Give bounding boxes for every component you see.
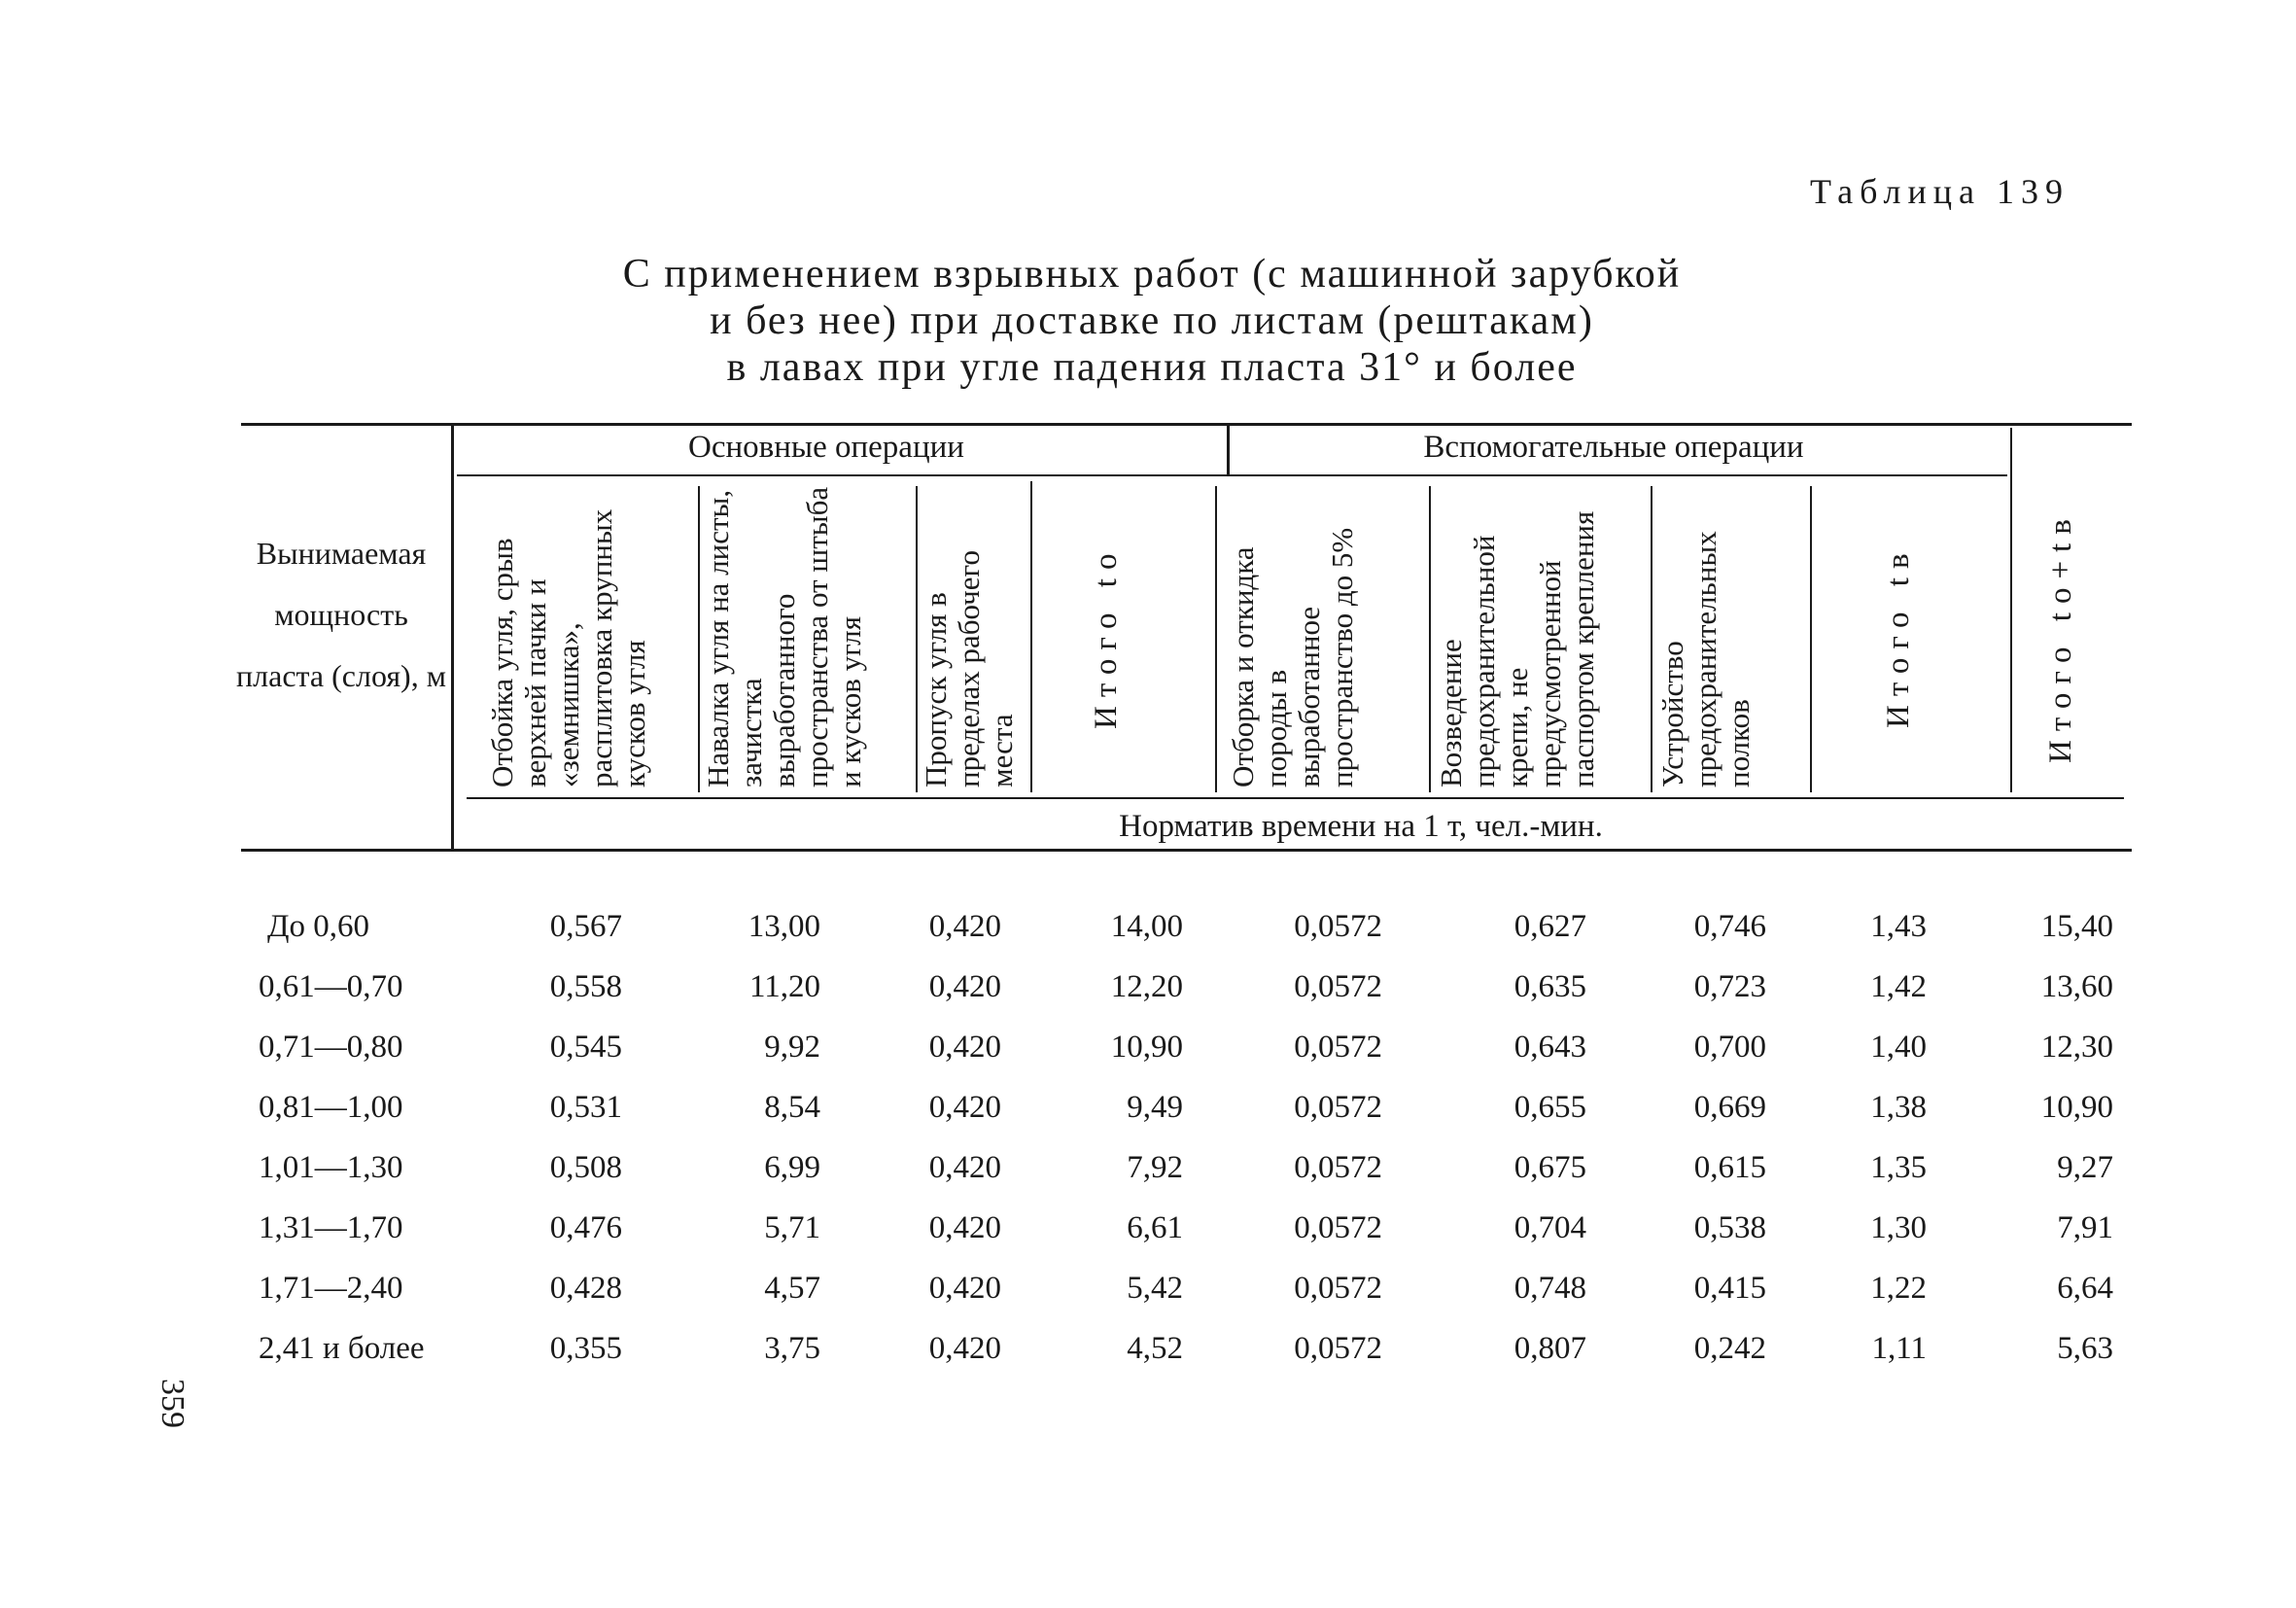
cell-ustroistvo: 0,538 [1693, 1210, 1766, 1245]
cell-propusk: 0,420 [928, 1150, 1001, 1185]
col-divider-8 [2010, 428, 2012, 792]
cell-propusk: 0,420 [928, 909, 1001, 944]
cell-vozvedenie: 0,675 [1513, 1150, 1586, 1185]
table-row [0, 1030, 2296, 1090]
title-line-1: С применением взрывных работ (с машинной зарубкой [622, 252, 1682, 297]
cell-otboika: 0,545 [549, 1030, 622, 1065]
norm-label: Норматив времени на 1 т, чел.-мин. [1119, 809, 1603, 844]
cell-vozvedenie: 0,704 [1513, 1210, 1586, 1245]
col-divider-1 [698, 486, 700, 792]
cell-navalka: 6,99 [764, 1150, 820, 1185]
cell-itogo-tv: 1,42 [1870, 969, 1927, 1004]
cell-ustroistvo: 0,415 [1693, 1271, 1766, 1306]
col-header-otboika: Отбойка угля, срыв верхней пачки и «земнишка», расплитовка крупных кусков угля [485, 508, 651, 787]
cell-otboika: 0,558 [549, 969, 622, 1004]
cell-ustroistvo: 0,700 [1693, 1030, 1766, 1065]
title-line-3: в лавах при угле падения пласта 31° и более [726, 345, 1578, 390]
cell-itogo-to: 12,20 [1110, 969, 1183, 1004]
col-header-ustroistvo: Устройство предохранительных полков [1655, 531, 1756, 787]
cell-otboika: 0,531 [549, 1090, 622, 1125]
cell-vozvedenie: 0,635 [1513, 969, 1586, 1004]
col-header-itogo-to: Итого tо [1089, 544, 1124, 729]
header-rule [467, 797, 2124, 799]
cell-propusk: 0,420 [928, 1030, 1001, 1065]
cell-vozvedenie: 0,748 [1513, 1271, 1586, 1306]
title-line-2: и без нее) при доставке по листам (рештакам) [710, 298, 1594, 343]
cell-itogo-to: 4,52 [1127, 1331, 1183, 1366]
row-range: 0,61—0,70 [259, 969, 403, 1004]
cell-itogo-total: 5,63 [2057, 1331, 2113, 1366]
col-header-navalka: Навалка угля на листы, зачистка выработанного пространства от штыба и кусков угля [701, 486, 867, 787]
cell-propusk: 0,420 [928, 1090, 1001, 1125]
cell-ustroistvo: 0,723 [1693, 969, 1766, 1004]
cell-otborka: 0,0572 [1294, 969, 1382, 1004]
group-main-operations: Основные операции [688, 430, 964, 465]
cell-otborka: 0,0572 [1294, 1150, 1382, 1185]
row-range: 1,01—1,30 [259, 1150, 403, 1185]
cell-vozvedenie: 0,807 [1513, 1331, 1586, 1366]
cell-itogo-to: 6,61 [1127, 1210, 1183, 1245]
table-label: Таблица 139 [1810, 172, 2070, 211]
cell-ustroistvo: 0,669 [1693, 1090, 1766, 1125]
cell-itogo-to: 5,42 [1127, 1271, 1183, 1306]
row-range: 2,41 и более [259, 1331, 425, 1366]
col-divider-4 [1215, 486, 1217, 792]
table-row [0, 1090, 2296, 1150]
cell-ustroistvo: 0,615 [1693, 1150, 1766, 1185]
cell-itogo-total: 12,30 [2040, 1030, 2113, 1065]
col-header-itogo-tv: Итого tв [1881, 544, 1916, 729]
cell-itogo-to: 7,92 [1127, 1150, 1183, 1185]
cell-itogo-total: 13,60 [2040, 969, 2113, 1004]
col-header-otborka: Отборка и откидка породы в выработанное пространство до 5% [1226, 527, 1359, 787]
page-number: 359 [155, 1379, 191, 1428]
cell-itogo-to: 9,49 [1127, 1090, 1183, 1125]
cell-otborka: 0,0572 [1294, 909, 1382, 944]
cell-itogo-tv: 1,30 [1870, 1210, 1927, 1245]
cell-otborka: 0,0572 [1294, 1271, 1382, 1306]
cell-itogo-total: 9,27 [2057, 1150, 2113, 1185]
cell-propusk: 0,420 [928, 1210, 1001, 1245]
col-header-itogo-total: Итого tо+tв [2043, 510, 2078, 763]
cell-itogo-total: 15,40 [2040, 909, 2113, 944]
cell-otborka: 0,0572 [1294, 1331, 1382, 1366]
cell-ustroistvo: 0,242 [1693, 1331, 1766, 1366]
cell-otboika: 0,508 [549, 1150, 622, 1185]
cell-navalka: 13,00 [748, 909, 820, 944]
table-title [544, 251, 1759, 391]
col-divider-6 [1651, 486, 1652, 792]
row-range: 1,71—2,40 [259, 1271, 403, 1306]
cell-itogo-total: 6,64 [2057, 1271, 2113, 1306]
top-rule [241, 423, 2132, 426]
cell-vozvedenie: 0,655 [1513, 1090, 1586, 1125]
cell-navalka: 5,71 [764, 1210, 820, 1245]
stub-header: Вынимаемая мощность пласта (слоя), м [236, 536, 446, 693]
col-header-vozvedenie: Возведение предохранительной крепи, не предусмотренной паспортом крепления [1434, 510, 1600, 787]
cell-vozvedenie: 0,627 [1513, 909, 1586, 944]
cell-itogo-tv: 1,11 [1871, 1331, 1927, 1366]
cell-itogo-total: 10,90 [2040, 1090, 2113, 1125]
table-row [0, 1271, 2296, 1331]
row-range: 0,81—1,00 [259, 1090, 403, 1125]
col-header-propusk: Пропуск угля в пределах рабочего места [919, 550, 1019, 787]
cell-itogo-tv: 1,22 [1870, 1271, 1927, 1306]
group-aux-operations: Вспомогательные операции [1423, 430, 1804, 465]
header-bottom-rule [241, 849, 2132, 852]
cell-propusk: 0,420 [928, 1331, 1001, 1366]
col-divider-3 [1030, 481, 1032, 792]
table-row [0, 1331, 2296, 1391]
cell-propusk: 0,420 [928, 1271, 1001, 1306]
group-underline [457, 474, 2007, 476]
cell-otborka: 0,0572 [1294, 1210, 1382, 1245]
cell-propusk: 0,420 [928, 969, 1001, 1004]
cell-itogo-to: 10,90 [1110, 1030, 1183, 1065]
col-divider-5 [1429, 486, 1431, 792]
cell-itogo-tv: 1,43 [1870, 909, 1927, 944]
cell-itogo-total: 7,91 [2057, 1210, 2113, 1245]
cell-otborka: 0,0572 [1294, 1090, 1382, 1125]
cell-navalka: 11,20 [748, 969, 820, 1004]
stub-divider [451, 426, 454, 849]
cell-itogo-tv: 1,38 [1870, 1090, 1927, 1125]
row-range: До 0,60 [267, 909, 370, 944]
cell-itogo-to: 14,00 [1110, 909, 1183, 944]
table-row [0, 969, 2296, 1030]
table-row [0, 909, 2296, 969]
cell-itogo-tv: 1,40 [1870, 1030, 1927, 1065]
cell-ustroistvo: 0,746 [1693, 909, 1766, 944]
cell-itogo-tv: 1,35 [1870, 1150, 1927, 1185]
cell-otboika: 0,355 [549, 1331, 622, 1366]
col-divider-7 [1810, 486, 1812, 792]
table-row [0, 1210, 2296, 1271]
cell-vozvedenie: 0,643 [1513, 1030, 1586, 1065]
row-range: 0,71—0,80 [259, 1030, 403, 1065]
cell-navalka: 8,54 [764, 1090, 820, 1125]
cell-otborka: 0,0572 [1294, 1030, 1382, 1065]
group-divider [1227, 426, 1230, 474]
cell-otboika: 0,428 [549, 1271, 622, 1306]
cell-navalka: 3,75 [764, 1331, 820, 1366]
cell-navalka: 4,57 [764, 1271, 820, 1306]
row-range: 1,31—1,70 [259, 1210, 403, 1245]
cell-navalka: 9,92 [764, 1030, 820, 1065]
cell-otboika: 0,476 [549, 1210, 622, 1245]
table-row [0, 1150, 2296, 1210]
col-divider-2 [916, 486, 918, 792]
cell-otboika: 0,567 [549, 909, 622, 944]
